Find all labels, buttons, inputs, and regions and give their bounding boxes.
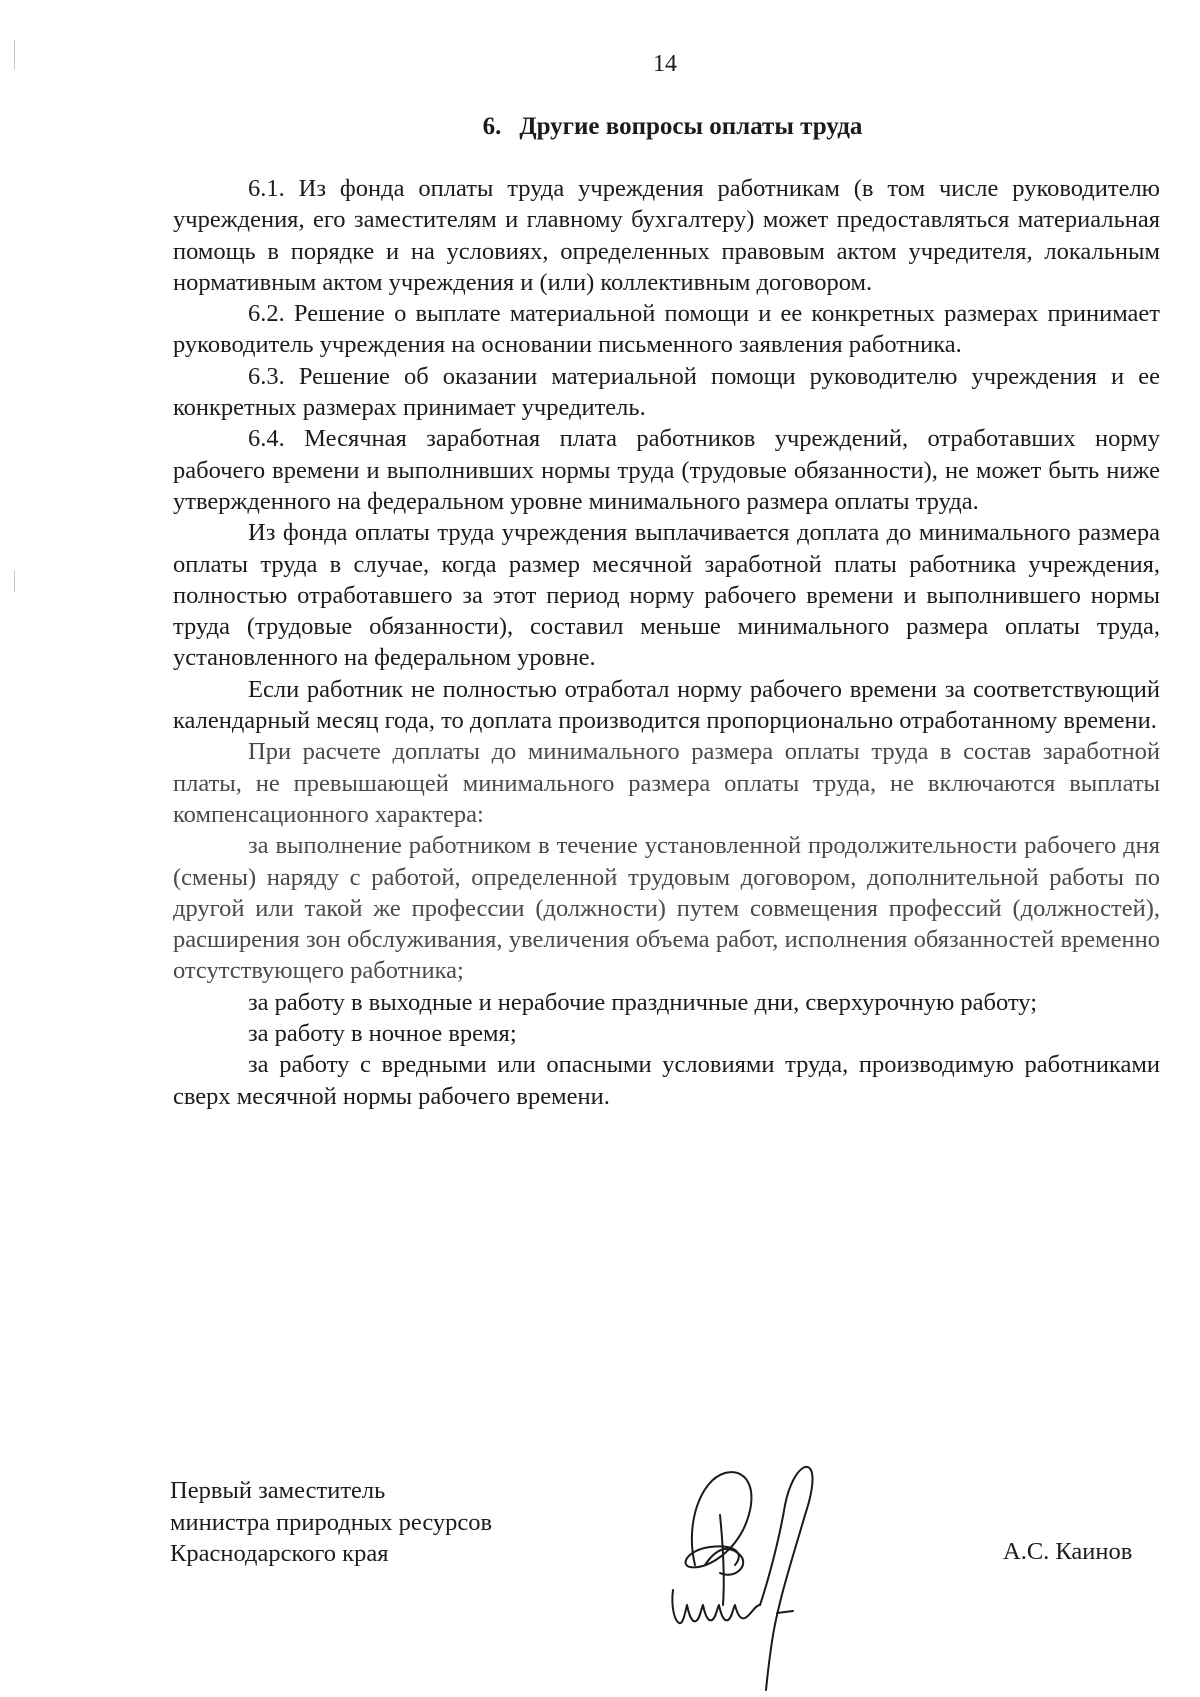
position-line: Краснодарского края [170, 1540, 389, 1567]
paragraph: Из фонда оплаты труда учреждения выплачивается доплата до минимального размера оплаты труда в случае, когда размер месячной заработной платы работника учреждения, полностью отработавшего за этот период норму рабочего времени и выполнившего нормы труда (трудовые обязанности), составил меньше минимального размера оплаты труда, установленного на федеральном уровне. [173, 519, 1160, 672]
paragraph-6-2: 6.2. Решение о выплате материальной помощи и ее конкретных размерах принимает руководитель учреждения на основании письменного заявления работника. [173, 300, 1160, 359]
position-line: министра природных ресурсов [170, 1508, 493, 1536]
list-item: за работу с вредными или опасными условиями труда, производимую работниками сверх месячной нормы рабочего времени. [173, 1051, 1160, 1110]
paragraph: При расчете доплаты до минимального размера оплаты труда в состав заработной платы, не превышающей минимального размера оплаты труда, не включаются выплаты компенсационного характера: [173, 738, 1160, 828]
list-item: за работу в ночное время; [248, 1020, 517, 1048]
scan-edge-mark [14, 570, 15, 592]
paragraph-6-4: 6.4. Месячная заработная плата работников учреждений, отработавших норму рабочего времени и выполнивших нормы труда (трудовые обязанности), не может быть ниже утвержденного на федеральном уровне минимального размера оплаты труда. [173, 425, 1160, 515]
signer-name: А.С. Каинов [1003, 1538, 1133, 1565]
section-title: Другие вопросы оплаты труда [519, 113, 863, 140]
paragraph: Если работник не полностью отработал норму рабочего времени за соответствующий календарный месяц года, то доплата производится пропорционально отработанному времени. [173, 675, 1160, 735]
position-line: Первый заместитель [170, 1477, 386, 1504]
signatory-position [170, 1475, 650, 1570]
section-number: 6. [482, 113, 502, 140]
document-body [173, 173, 1160, 1112]
list-item: за работу в выходные и нерабочие праздничные дни, сверхурочную работу; [248, 988, 1038, 1016]
paragraph-6-3: 6.3. Решение об оказании материальной помощи руководителю учреждения и ее конкретных размерах принимает учредитель. [173, 362, 1160, 422]
handwritten-signature [665, 1455, 865, 1695]
section-heading [0, 110, 1200, 144]
list-item: за выполнение работником в течение установленной продолжительности рабочего дня (смены) наряду с работой, определенной трудовым договором, дополнительной работы по другой или такой же профессии (должности) путем совмещения профессий (должностей), расширения зон обслуживания, увеличения объема работ, исполнения обязанностей временно отсутствующего работника; [173, 832, 1160, 985]
page-number: 14 [653, 51, 677, 77]
paragraph-6-1: 6.1. Из фонда оплаты труда учреждения работникам (в том числе руководителю учреждения, его заместителям и главному бухгалтеру) может предоставляться материальная помощь в порядке и на условиях, определенных правовым актом учредителя, локальным нормативным актом учреждения и (или) коллективным договором. [173, 175, 1160, 296]
